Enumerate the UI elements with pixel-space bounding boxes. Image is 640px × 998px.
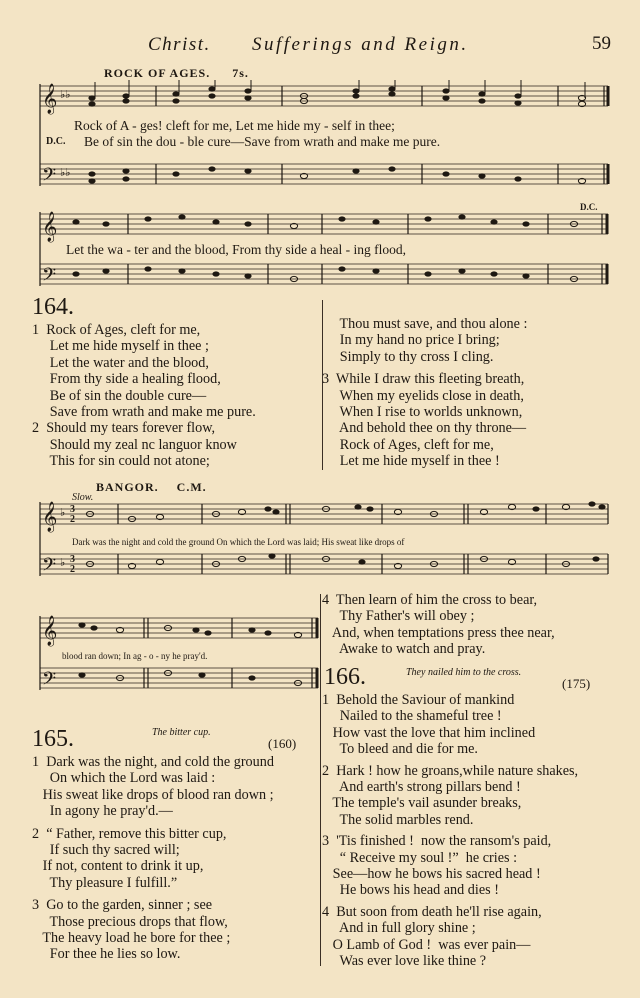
svg-text:𝄢: 𝄢 (42, 669, 57, 694)
verse-line: The temple's vail asunder breaks, (322, 795, 522, 812)
svg-text:3: 3 (70, 554, 75, 565)
hymn-subtitle-165: The bitter cup. (152, 727, 211, 738)
hymn-number-166: 166. (324, 664, 366, 690)
svg-text:2: 2 (70, 564, 75, 575)
svg-text:3: 3 (70, 504, 75, 515)
verse-line: 4 But soon from death he'll rise again, (322, 903, 542, 920)
verse-line: And behold thee on thy throne— (322, 420, 527, 437)
tune-meter: 7s. (232, 66, 249, 80)
verse-line: In my hand no price I bring; (322, 332, 500, 349)
verse-line: Was ever love like thine ? (322, 953, 487, 970)
verse-line: If such thy sacred will; (32, 842, 180, 859)
hymn-166-verses (322, 692, 578, 970)
verse-line: Let me hide myself in thee ; (32, 338, 209, 355)
column-divider-lower (320, 594, 321, 966)
running-head-left: Christ. (148, 34, 211, 55)
verse-line: The heavy load he bore for thee ; (32, 930, 231, 947)
verse-line: And, when temptations press thee near, (322, 624, 555, 641)
tune-title-bangor (96, 480, 207, 495)
page-number: 59 (592, 33, 611, 54)
verse-line: 2 Hark ! how he groans,while nature shakes, (322, 762, 579, 779)
svg-text:𝄢: 𝄢 (42, 555, 57, 580)
verse-line: Thou must save, and thou alone : (322, 316, 528, 332)
verse-line: 1 Rock of Ages, cleft for me, (32, 322, 201, 338)
svg-text:𝄞: 𝄞 (42, 502, 58, 532)
dc-mark: D.C. (580, 202, 598, 212)
verse-line: This for sin could not atone; (32, 453, 210, 470)
svg-text:2: 2 (70, 514, 75, 525)
hymn-number-165: 165. (32, 726, 74, 752)
verse-line: Should my zeal nc languor know (32, 436, 237, 453)
verse-line: 3 Go to the garden, sinner ; see (32, 897, 213, 914)
svg-text:♭: ♭ (60, 507, 66, 519)
verse-line: On which the Lord was laid : (32, 770, 216, 787)
hymn-ref-165: (160) (268, 736, 297, 751)
verse-line: 3 While I draw this fleeting breath, (322, 371, 525, 388)
verse-line: When I rise to worlds unknown, (322, 404, 523, 421)
verse-line: Be of sin the double cure— (32, 387, 207, 404)
verse-line: He bows his head and dies ! (322, 882, 499, 899)
hymn-165-verses (32, 754, 274, 963)
svg-text:♭: ♭ (60, 557, 66, 569)
hymn-164-col-1 (32, 322, 256, 470)
verse-line: And earth's strong pillars bend ! (322, 779, 521, 796)
verse-line: Awake to watch and pray. (322, 641, 486, 658)
hymn-number-164: 164. (32, 294, 74, 320)
tune-name: ROCK OF AGES. (104, 66, 211, 80)
verse-line: If not, content to drink it up, (32, 858, 204, 875)
hymn-ref-166: (175) (562, 676, 591, 691)
verse-line: Thy pleasure I fulfill.” (32, 874, 178, 891)
verse-line: Let the water and the blood, (32, 354, 209, 371)
verse-line: In agony he pray'd.— (32, 803, 173, 820)
svg-text:𝄞: 𝄞 (42, 616, 58, 646)
verse-line: 1 Dark was the night, and cold the ground (32, 754, 274, 770)
verse-line: To bleed and die for me. (322, 741, 478, 758)
verse-line: And in full glory shine ; (322, 920, 476, 937)
verse-line: From thy side a healing flood, (32, 371, 221, 388)
running-head-right: Sufferings and Reign. (252, 34, 469, 55)
verse-line: “ Receive my soul !” he cries : (322, 849, 518, 866)
hymn-165-verse-4 (322, 592, 555, 658)
verse-line: 3 'Tis finished ! now the ransom's paid, (322, 833, 552, 850)
svg-text:♭♭: ♭♭ (60, 167, 71, 179)
verse-line: Thy Father's will obey ; (322, 608, 475, 625)
verse-line: When my eyelids close in death, (322, 387, 524, 404)
verse-line: 2 “ Father, remove this bitter cup, (32, 825, 227, 842)
svg-text:𝄞: 𝄞 (42, 84, 58, 114)
hymn-164-col-2 (322, 316, 527, 470)
svg-text:𝄢: 𝄢 (42, 265, 57, 290)
lyrics-rock-line-1: Rock of A - ges! cleft for me, Let me hide my - self in thee; (74, 118, 395, 133)
verse-line: Save from wrath and make me pure. (32, 404, 256, 421)
verse-line: His sweat like drops of blood ran down ; (32, 786, 274, 803)
verse-line: Let me hide myself in thee ! (322, 453, 500, 470)
lyrics-bangor-line-2: blood ran down; In ag - o - ny he pray'd. (62, 651, 208, 661)
verse-line: For thee he lies so low. (32, 946, 181, 963)
lyrics-rock-dc: Be of sin the dou - ble cure—Save from wrath and make me pure. (84, 134, 441, 149)
verse-line: The solid marbles rend. (322, 811, 474, 828)
verse-line: How vast the love that him inclined (322, 724, 536, 741)
svg-text:♭♭: ♭♭ (60, 89, 71, 101)
tune-name: BANGOR. (96, 480, 159, 494)
verse-line: Rock of Ages, cleft for me, (322, 436, 494, 453)
tune-meter: C.M. (176, 480, 207, 494)
verse-line: 1 Behold the Saviour of mankind (322, 692, 515, 708)
svg-text:𝄞: 𝄞 (42, 212, 58, 242)
lyrics-bangor-line-1: Dark was the night and cold the ground On which the Lord was laid; His sweat like drops of (72, 537, 405, 547)
verse-line: See—how he bows his sacred head ! (322, 866, 541, 883)
verse-line: 2 Should my tears forever flow, (32, 420, 216, 437)
tempo-mark: Slow. (72, 492, 94, 503)
tune-title-rock-of-ages (104, 66, 249, 81)
lyrics-rock-line-2: Let the wa - ter and the blood, From thy side a heal - ing flood, (66, 242, 407, 257)
svg-text:𝄢: 𝄢 (42, 165, 57, 190)
verse-line: 4 Then learn of him the cross to bear, (322, 592, 538, 608)
dc-prefix: D.C. (46, 136, 66, 147)
verse-line: Those precious drops that flow, (32, 913, 228, 930)
verse-line: Simply to thy cross I cling. (322, 348, 494, 365)
verse-line: O Lamb of God ! was ever pain— (322, 936, 531, 953)
verse-line: Nailed to the shameful tree ! (322, 708, 502, 725)
hymn-subtitle-166: They nailed him to the cross. (406, 667, 522, 678)
